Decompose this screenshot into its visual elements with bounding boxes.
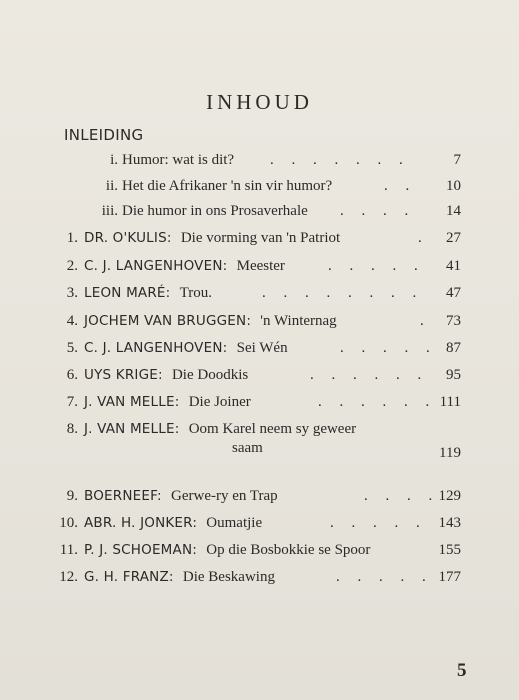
toc-entry-dots: . . . . . . bbox=[318, 394, 437, 410]
toc-entry-page: 27 bbox=[446, 230, 461, 246]
toc-entry-number: 6. bbox=[66, 367, 78, 383]
toc-entry-page: 87 bbox=[446, 340, 461, 356]
toc-entry-number: 12. bbox=[59, 569, 78, 585]
toc-entry-title: Die Joiner bbox=[188, 394, 251, 410]
toc-entry-dots: . . . . . bbox=[328, 258, 425, 274]
toc-entry-page: 119 bbox=[439, 445, 461, 461]
toc-entry-title: Die Doodkis bbox=[171, 367, 249, 383]
toc-intro-page: 7 bbox=[453, 152, 461, 168]
toc-entry-title: Op die Bosbokkie se Spoor bbox=[206, 542, 371, 558]
toc-entry-title: Oom Karel neem sy geweer bbox=[188, 421, 357, 437]
toc-intro-title: Het die Afrikaner 'n sin vir humor? bbox=[122, 178, 333, 194]
toc-entry-number: 2. bbox=[66, 258, 78, 274]
toc-entry-title: Meester bbox=[236, 258, 285, 274]
toc-entry-number: 10. bbox=[59, 515, 78, 531]
toc-entry-author: C. J. LANGENHOVEN: bbox=[84, 340, 228, 356]
toc-entry-number: 9. bbox=[66, 488, 78, 504]
toc-entry-title: 'n Winternag bbox=[260, 313, 337, 329]
toc-entry-page: 155 bbox=[438, 542, 461, 558]
toc-entry-dots: . . . . . . bbox=[310, 367, 429, 383]
toc-entry-author: BOERNEEF: bbox=[84, 488, 162, 504]
toc-entry-dots: . . . . . bbox=[330, 515, 427, 531]
toc-intro-page: 14 bbox=[446, 203, 461, 219]
toc-entry-dots: . . . . . . . . bbox=[262, 285, 424, 301]
toc-entry-title: Trou. bbox=[179, 285, 213, 301]
toc-entry-author: C. J. LANGENHOVEN: bbox=[84, 258, 228, 274]
toc-entry-title: Sei Wén bbox=[236, 340, 288, 356]
toc-entry-title: Oumatjie bbox=[206, 515, 263, 531]
toc-entry-page: 177 bbox=[438, 569, 461, 585]
toc-entry-page: 129 bbox=[438, 488, 461, 504]
toc-entry-page: 95 bbox=[446, 367, 461, 383]
toc-intro-title: Die humor in ons Prosaverhale bbox=[122, 203, 308, 219]
toc-entry-author: JOCHEM VAN BRUGGEN: bbox=[84, 313, 252, 329]
toc-entry-title-continued: saam bbox=[232, 440, 263, 456]
toc-entry-dots: . . . . bbox=[364, 488, 440, 504]
page-heading: INHOUD bbox=[206, 90, 313, 114]
toc-entry-number: 3. bbox=[66, 285, 78, 301]
toc-intro-title: Humor: wat is dit? bbox=[122, 152, 235, 168]
toc-entry-author: LEON MARÉ: bbox=[84, 285, 171, 301]
toc-entry-page: 111 bbox=[439, 394, 461, 410]
toc-entry-page: 47 bbox=[446, 285, 461, 301]
toc-intro-dots: . . . . . . . bbox=[270, 152, 410, 168]
toc-entry-page: 143 bbox=[438, 515, 461, 531]
toc-entry-page: 73 bbox=[446, 313, 461, 329]
toc-entry-dots: . bbox=[420, 313, 431, 329]
toc-entry-number: 5. bbox=[66, 340, 78, 356]
section-label: INLEIDING bbox=[64, 126, 144, 144]
toc-entry-title: Die vorming van 'n Patriot bbox=[180, 230, 341, 246]
toc-entry-number: 11. bbox=[59, 542, 78, 558]
toc-intro-dots: . . . . bbox=[340, 203, 416, 219]
toc-intro-number: i. bbox=[110, 152, 118, 168]
toc-entry-author: G. H. FRANZ: bbox=[84, 569, 174, 585]
toc-entry-author: UYS KRIGE: bbox=[84, 367, 163, 383]
toc-entry-dots: . . . . . bbox=[336, 569, 433, 585]
toc-entry-author: P. J. SCHOEMAN: bbox=[84, 542, 198, 558]
toc-entry-dots: . . . . . bbox=[340, 340, 437, 356]
page-number: 5 bbox=[457, 660, 467, 681]
toc-entry-dots: . bbox=[418, 230, 429, 246]
toc-entry-number: 1. bbox=[66, 230, 78, 246]
toc-entry-number: 7. bbox=[66, 394, 78, 410]
toc-intro-dots: . . bbox=[384, 178, 417, 194]
toc-entry-page: 41 bbox=[446, 258, 461, 274]
toc-entry-author: DR. O'KULIS: bbox=[84, 230, 172, 246]
toc-intro-page: 10 bbox=[446, 178, 461, 194]
toc-intro-number: ii. bbox=[105, 178, 118, 194]
toc-entry-number: 8. bbox=[66, 421, 78, 437]
toc-entry-author: ABR. H. JONKER: bbox=[84, 515, 198, 531]
toc-entry-title: Gerwe-ry en Trap bbox=[171, 488, 278, 504]
toc-entry-number: 4. bbox=[66, 313, 78, 329]
toc-entry-author: J. VAN MELLE: bbox=[84, 394, 180, 410]
toc-entry-title: Die Beskawing bbox=[182, 569, 275, 585]
toc-entry-author: J. VAN MELLE: bbox=[84, 421, 180, 437]
toc-intro-number: iii. bbox=[101, 203, 118, 219]
